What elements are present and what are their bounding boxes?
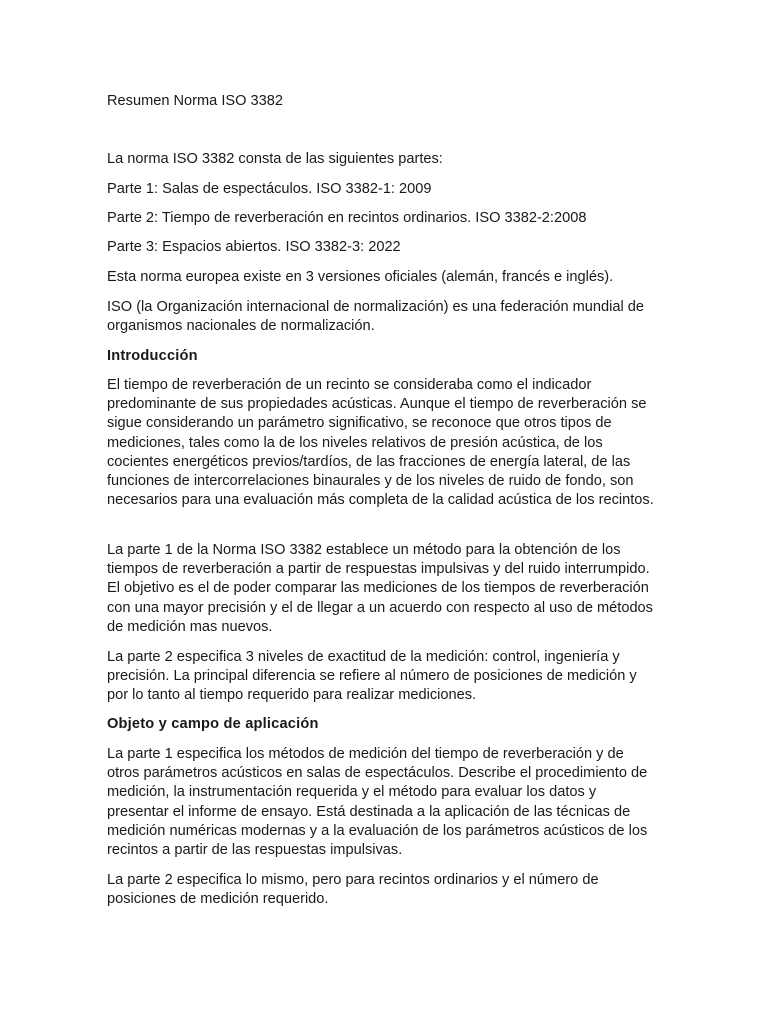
scope-heading: Objeto y campo de aplicación [107, 716, 319, 732]
intro-line: La norma ISO 3382 consta de las siguientes partes: [107, 151, 443, 167]
scope-paragraph-2: La parte 2 especifica lo mismo, pero para recintos ordinarios y el número de posiciones de medición requerido. [107, 872, 599, 908]
part-3-line: Parte 3: Espacios abiertos. ISO 3382-3: 2022 [107, 239, 401, 255]
iso-paragraph: ISO (la Organización internacional de normalización) es una federación mundial de organismos nacionales de normalización. [107, 299, 645, 335]
intro-paragraph-2: La parte 1 de la Norma ISO 3382 establece un método para la obtención de los tiempos de reverberación a partir de respuestas impulsivas y del ruido interrumpido. El objetivo es el de poder comparar las mediciones de los tiempos de reverberación con una mayor precisión y el de llegar a un acuerdo con respecto al uso de métodos de medición mas nuevos. [107, 542, 653, 635]
intro-paragraph-1: El tiempo de reverberación de un recinto se consideraba como el indicador predominante de sus propiedades acústicas. Aunque el tiempo de reverberación se sigue considerando un parámetro significativo, se reconoce que otros tipos de mediciones, tales como la de los niveles relativos de presión acústica, de los cocientes energéticos previos/tardíos, de las fracciones de energía lateral, de las funciones de intercorrelaciones binaurales y de los niveles de ruido de fondo, son necesarios para una evaluación más completa de la calidad acústica de los recintos. [107, 377, 654, 509]
intro-paragraph-3: La parte 2 especifica 3 niveles de exactitud de la medición: control, ingeniería y precisión. La principal diferencia se refiere al número de posiciones de medición y por lo tanto al tiempo requerido para realizar mediciones. [107, 649, 637, 704]
versions-line: Esta norma europea existe en 3 versiones oficiales (alemán, francés e inglés). [107, 269, 614, 285]
introduccion-heading: Introducción [107, 348, 198, 364]
part-2-line: Parte 2: Tiempo de reverberación en recintos ordinarios. ISO 3382-2:2008 [107, 210, 587, 226]
scope-paragraph-1: La parte 1 especifica los métodos de medición del tiempo de reverberación y de otros parámetros acústicos en salas de espectáculos. Describe el procedimiento de medición, la instrumentación requerida y el método para evaluar los datos y presentar el informe de ensayo. Está destinada a la aplicación de las técnicas de medición numéricas modernas y a la evaluación de los parámetros acústicos de los recintos a partir de las respuestas impulsivas. [107, 746, 648, 859]
document-title: Resumen Norma ISO 3382 [107, 93, 284, 109]
part-1-line: Parte 1: Salas de espectáculos. ISO 3382-1: 2009 [107, 181, 432, 197]
